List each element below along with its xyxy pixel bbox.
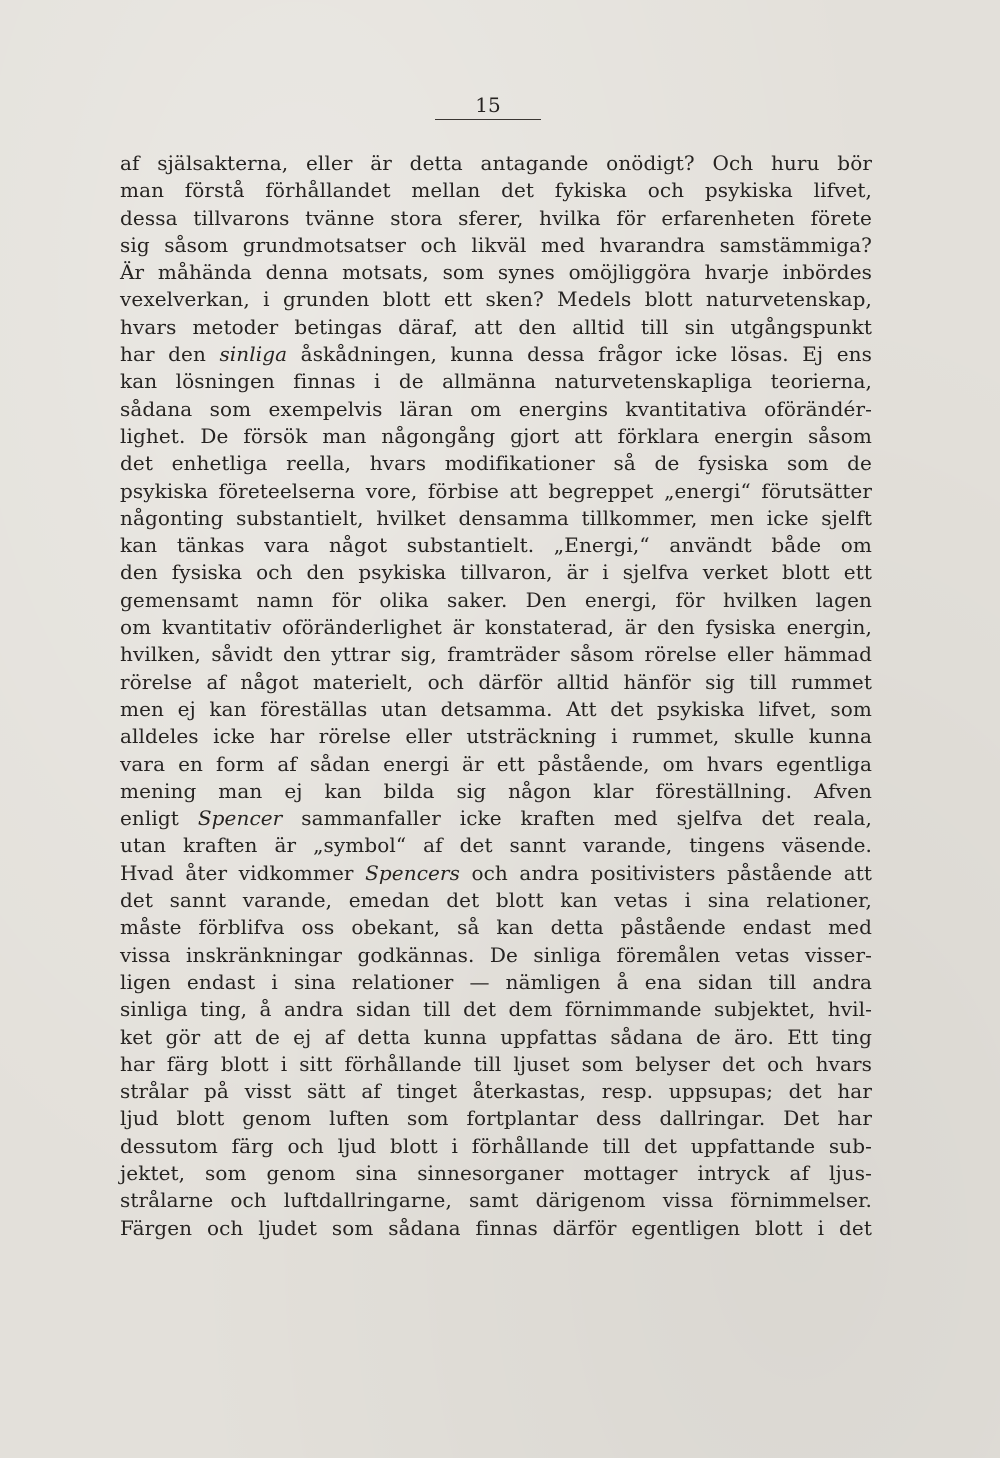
text-line	[120, 341, 872, 368]
text-line	[120, 969, 872, 996]
text-line	[120, 1215, 872, 1242]
text-line	[120, 1078, 872, 1105]
text-segment: ket gör att de ej af detta kunna uppfattas sådana de äro. Ett ting	[120, 1024, 872, 1049]
italic-text: Spencers	[365, 860, 460, 885]
text-segment: gemensamt namn för olika saker. Den energi, för hvilken lagen	[120, 587, 872, 612]
text-line	[120, 1024, 872, 1051]
text-line	[120, 286, 872, 313]
text-line	[120, 587, 872, 614]
text-segment: strålarne och luftdallringarne, samt därigenom vissa förnimmelser.	[120, 1188, 872, 1213]
text-segment: Hvad åter vidkommer	[120, 860, 366, 885]
text-segment: åskådningen, kunna dessa frågor icke lösas. Ej ens	[287, 342, 872, 367]
text-segment: men ej kan föreställas utan detsamma. Att det psykiska lifvet, som	[120, 696, 872, 721]
text-line	[120, 996, 872, 1023]
text-line	[120, 860, 872, 887]
text-segment: lighet. De försök man någongång gjort att förklara energin såsom	[120, 423, 872, 448]
text-segment: utan kraften är „symbol“ af det sannt varande, tingens väsende.	[120, 833, 872, 858]
text-segment: dessa tillvarons tvänne stora sferer, hvilka för erfarenheten förete	[120, 205, 872, 230]
text-segment: måste förblifva oss obekant, så kan detta påstående endast med	[120, 915, 872, 940]
text-line	[120, 396, 872, 423]
text-segment: af själsakterna, eller är detta antagande onödigt? Och huru bör	[120, 151, 872, 175]
text-line	[120, 805, 872, 832]
text-segment: någonting substantielt, hvilket densamma tillkommer, men icke sjelft	[120, 505, 872, 530]
text-line	[120, 1187, 872, 1214]
text-line	[120, 914, 872, 941]
text-line	[120, 532, 872, 559]
text-segment: dessutom färg och ljud blott i förhållande till det uppfattande sub-	[120, 1133, 872, 1158]
text-segment: kan lösningen finnas i de allmänna naturvetenskapliga teorierna,	[120, 369, 872, 394]
text-segment: det enhetliga reella, hvars modifikationer så de fysiska som de	[120, 451, 872, 476]
text-line	[120, 1133, 872, 1160]
text-segment: alldeles icke har rörelse eller utsträckning i rummet, skulle kunna	[120, 724, 872, 749]
text-segment: enligt	[120, 806, 198, 831]
text-line	[120, 942, 872, 969]
text-segment: man förstå förhållandet mellan det fykiska och psykiska lifvet,	[120, 178, 872, 203]
text-segment: vara en form af sådan energi är ett påstående, om hvars egentliga	[120, 751, 872, 776]
text-line	[120, 559, 872, 586]
italic-text: Spencer	[197, 806, 283, 831]
text-line	[120, 259, 872, 286]
text-segment: om kvantitativ oföränderlighet är konstaterad, är den fysiska energin,	[120, 615, 872, 640]
text-segment: mening man ej kan bilda sig någon klar föreställning. Afven	[120, 778, 872, 803]
text-line	[120, 205, 872, 232]
text-line	[120, 696, 872, 723]
text-line	[120, 150, 872, 177]
body-text	[120, 150, 872, 1242]
text-segment: sinliga ting, å andra sidan till det dem förnimmande subjektet, hvil-	[120, 997, 872, 1022]
text-line	[120, 423, 872, 450]
text-segment: sig såsom grundmotsatser och likväl med hvarandra samstämmiga?	[120, 232, 872, 257]
text-segment: ljud blott genom luften som fortplantar dess dallringar. Det har	[120, 1106, 872, 1131]
text-segment: Är måhända denna motsats, som synes omöjliggöra hvarje inbördes	[120, 260, 872, 285]
text-segment: psykiska företeelserna vore, förbise att begreppet „energi“ förutsätter	[120, 478, 872, 503]
text-segment: och andra positivisters påstående att	[459, 860, 872, 885]
text-line	[120, 450, 872, 477]
text-line	[120, 778, 872, 805]
text-line	[120, 723, 872, 750]
text-segment: rörelse af något materielt, och därför alltid hänför sig till rummet	[120, 669, 872, 694]
text-line	[120, 641, 872, 668]
text-line	[120, 505, 872, 532]
text-segment: har färg blott i sitt förhållande till ljuset som belyser det och hvars	[120, 1051, 872, 1076]
text-line	[120, 177, 872, 204]
text-line	[120, 1160, 872, 1187]
page-number: 15	[435, 92, 541, 120]
text-line	[120, 614, 872, 641]
text-segment: hvars metoder betingas däraf, att den alltid till sin utgångspunkt	[120, 314, 872, 339]
text-line	[120, 669, 872, 696]
italic-text: sinliga	[219, 342, 288, 367]
text-segment: den fysiska och den psykiska tillvaron, är i sjelfva verket blott ett	[120, 560, 872, 585]
text-segment: strålar på visst sätt af tinget återkastas, resp. uppsupas; det har	[120, 1079, 872, 1104]
text-segment: ligen endast i sina relationer — nämligen å ena sidan till andra	[120, 969, 872, 994]
text-segment: Färgen och ljudet som sådana finnas därför egentligen blott i det	[120, 1215, 872, 1240]
text-segment: vissa inskränkningar godkännas. De sinliga föremålen vetas visser-	[120, 942, 872, 967]
text-line	[120, 1105, 872, 1132]
text-segment: hvilken, såvidt den yttrar sig, framträder såsom rörelse eller hämmad	[120, 642, 872, 667]
text-segment: det sannt varande, emedan det blott kan vetas i sina relationer,	[120, 888, 872, 913]
text-line	[120, 887, 872, 914]
text-segment: sammanfaller icke kraften med sjelfva det reala,	[282, 806, 872, 831]
text-segment: sådana som exempelvis läran om energins kvantitativa oförändér-	[120, 396, 872, 421]
text-line	[120, 751, 872, 778]
text-line	[120, 314, 872, 341]
text-segment: kan tänkas vara något substantielt. „Energi,“ användt både om	[120, 533, 872, 558]
text-line	[120, 232, 872, 259]
text-line	[120, 832, 872, 859]
text-line	[120, 368, 872, 395]
text-segment: vexelverkan, i grunden blott ett sken? Medels blott naturvetenskap,	[120, 287, 872, 312]
text-segment: jektet, som genom sina sinnesorganer mottager intryck af ljus-	[120, 1160, 872, 1185]
text-line	[120, 1051, 872, 1078]
text-line	[120, 478, 872, 505]
text-segment: har den	[120, 342, 220, 367]
